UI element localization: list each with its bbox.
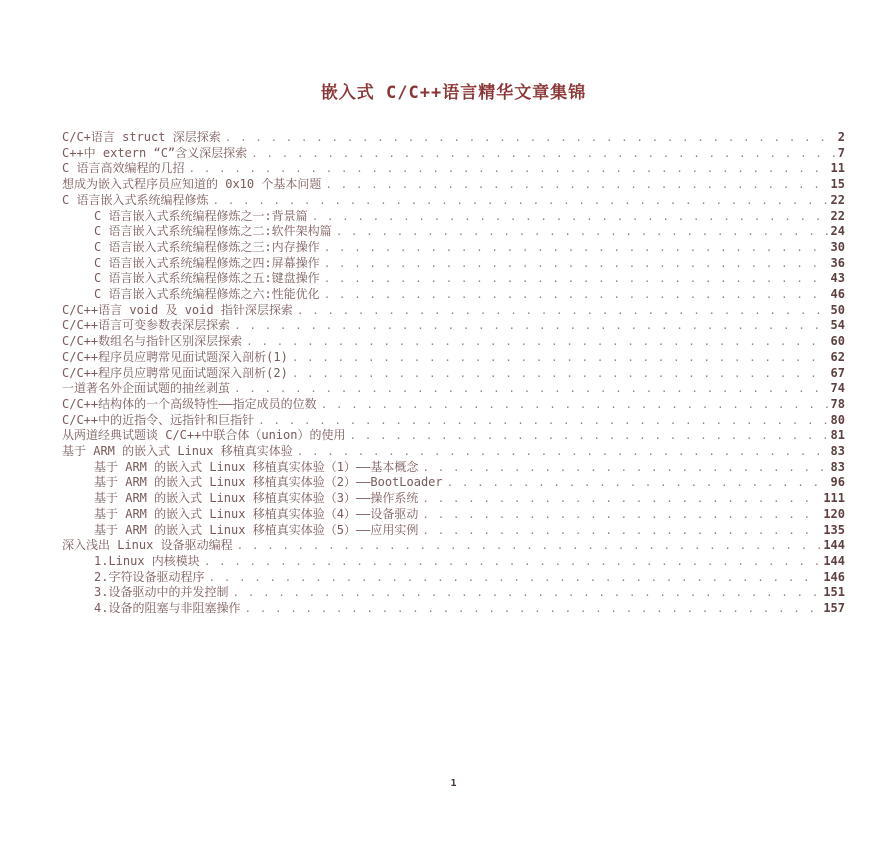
toc-entry-label: C 语言嵌入式系统编程修炼之六:性能优化	[94, 287, 320, 302]
toc-entry-label: C 语言高效编程的几招	[62, 161, 185, 176]
toc-page-number: 15	[830, 177, 845, 192]
toc-page-number: 30	[830, 239, 845, 254]
toc-entry-label: C/C++语言可变参数表深层探索	[62, 318, 231, 333]
toc-entry[interactable]	[62, 146, 845, 162]
dot-leader	[422, 460, 827, 476]
dot-leader	[237, 538, 821, 554]
dot-leader	[234, 381, 828, 397]
dot-leader	[312, 209, 828, 225]
toc-entry-label: C 语言嵌入式系统编程修炼之五:键盘操作	[94, 271, 320, 286]
toc-page-number: 83	[830, 459, 845, 474]
toc-entry-label: 基于 ARM 的嵌入式 Linux 移植真实体验	[62, 444, 293, 459]
toc-page-number: 24	[830, 224, 845, 239]
toc-entry[interactable]	[62, 224, 845, 240]
toc-entry[interactable]	[62, 570, 845, 586]
dot-leader	[204, 554, 821, 570]
dot-leader	[349, 428, 827, 444]
dot-leader	[297, 303, 828, 319]
toc-entry[interactable]	[62, 271, 845, 287]
toc-entry[interactable]	[62, 538, 845, 554]
toc-entry-label: 想成为嵌入式程序员应知道的 0x10 个基本问题	[62, 177, 322, 192]
dot-leader	[422, 507, 820, 523]
dot-leader	[324, 240, 828, 256]
toc-page-number: 81	[830, 428, 845, 443]
toc-page-number: 7	[837, 145, 845, 160]
toc-page-number: 60	[830, 334, 845, 349]
dot-leader	[324, 287, 828, 303]
toc-entry-label: 2.字符设备驱动程序	[94, 569, 205, 584]
toc-entry[interactable]	[62, 161, 845, 177]
toc-entry-label: 基于 ARM 的嵌入式 Linux 移植真实体验（5）——应用实例	[94, 522, 419, 537]
toc-page-number: 2	[837, 130, 845, 144]
dot-leader	[208, 570, 820, 586]
dot-leader	[258, 413, 827, 429]
toc-entry-label: 基于 ARM 的嵌入式 Linux 移植真实体验（3）——操作系统	[94, 491, 419, 506]
toc-page-number: 80	[830, 412, 845, 427]
toc-entry-label: 1.Linux 内核模块	[94, 553, 200, 568]
toc-entry[interactable]	[62, 507, 845, 523]
toc-entry-label: C/C++数组名与指针区别深层探索	[62, 334, 243, 349]
toc-entry-label: C 语言嵌入式系统编程修炼之四:屏幕操作	[94, 255, 320, 270]
dot-leader	[232, 585, 820, 601]
toc-page-number: 67	[830, 365, 845, 380]
dot-leader	[244, 601, 820, 617]
toc-entry-label: C 语言嵌入式系统编程修炼之一:背景篇	[94, 208, 308, 223]
toc-page-number: 78	[830, 396, 845, 411]
toc-page-number: 111	[823, 491, 845, 506]
toc-entry[interactable]	[62, 256, 845, 272]
toc-page-number: 120	[823, 506, 845, 521]
toc-entry[interactable]	[62, 491, 845, 507]
toc-entry[interactable]	[62, 381, 845, 397]
dot-leader	[325, 177, 827, 193]
dot-leader	[422, 523, 820, 539]
dot-leader	[297, 444, 828, 460]
toc-entry-label: C/C+语言 struct 深层探索	[62, 130, 221, 144]
toc-entry-label: C++中 extern “C”含义深层探索	[62, 145, 248, 160]
toc-page-number: 22	[830, 208, 845, 223]
toc-page-number: 11	[830, 161, 845, 176]
dot-leader	[251, 146, 835, 162]
page-title: 嵌入式 C/C++语言精华文章集锦	[320, 83, 587, 103]
toc-page-number: 36	[830, 255, 845, 270]
toc-entry[interactable]	[62, 350, 845, 366]
toc-entry[interactable]	[62, 554, 845, 570]
toc-entry[interactable]	[62, 303, 845, 319]
toc-page-number: 144	[823, 538, 845, 553]
toc-entry[interactable]	[62, 130, 845, 146]
toc-page-number: 83	[830, 444, 845, 459]
toc-entry[interactable]	[62, 240, 845, 256]
toc-entry-label: C 语言嵌入式系统编程修炼之三:内存操作	[94, 239, 320, 254]
toc-entry[interactable]	[62, 585, 845, 601]
toc-entry-label: 从两道经典试题谈 C/C++中联合体（union）的使用	[62, 428, 346, 443]
toc-entry[interactable]	[62, 193, 845, 209]
toc-page-number: 74	[830, 381, 845, 396]
toc-page-number: 144	[823, 553, 845, 568]
dot-leader	[234, 318, 827, 334]
dot-leader	[225, 130, 835, 146]
toc-page-number: 50	[830, 302, 845, 317]
toc-entry[interactable]	[62, 460, 845, 476]
toc-entry[interactable]	[62, 209, 845, 225]
toc-page-number: 43	[830, 271, 845, 286]
toc-page-number: 22	[830, 192, 845, 207]
toc-page-number: 157	[823, 601, 845, 616]
toc-entry[interactable]	[62, 318, 845, 334]
dot-leader	[324, 271, 828, 287]
toc-entry-label: 3.设备驱动中的并发控制	[94, 585, 229, 600]
toc-page-number: 151	[823, 585, 845, 600]
toc-entry-label: 基于 ARM 的嵌入式 Linux 移植真实体验（4）——设备驱动	[94, 506, 419, 521]
dot-leader	[336, 224, 828, 240]
toc-page-number: 54	[830, 318, 845, 333]
toc-entry-label: C 语言嵌入式系统编程修炼	[62, 192, 209, 207]
toc-entry[interactable]	[62, 397, 845, 413]
toc-entry-label: C/C++程序员应聘常见面试题深入剖析(2)	[62, 365, 288, 380]
toc-entry-label: C/C++语言 void 及 void 指针深层探索	[62, 302, 293, 317]
toc-entry-label: 一道著名外企面试题的抽丝剥茧	[62, 381, 231, 396]
toc-entry-label: 深入浅出 Linux 设备驱动编程	[62, 538, 233, 553]
toc-entry[interactable]	[62, 413, 845, 429]
toc-page-number: 46	[830, 287, 845, 302]
toc-page-number: 96	[830, 475, 845, 490]
dot-leader	[447, 475, 828, 491]
toc-entry[interactable]	[62, 444, 845, 460]
footer-page-number: 1	[450, 778, 457, 789]
dot-leader	[292, 366, 828, 382]
dot-leader	[321, 397, 828, 413]
dot-leader	[246, 334, 827, 350]
toc-entry[interactable]	[62, 177, 845, 193]
toc-entry-label: C/C++结构体的一个高级特性——指定成员的位数	[62, 396, 317, 411]
toc-entry[interactable]	[62, 523, 845, 539]
table-of-contents	[62, 130, 845, 617]
toc-page-number: 146	[823, 569, 845, 584]
toc-entry-label: 基于 ARM 的嵌入式 Linux 移植真实体验（1）——基本概念	[94, 459, 419, 474]
dot-leader	[422, 491, 820, 507]
toc-entry[interactable]	[62, 334, 845, 350]
toc-entry[interactable]	[62, 287, 845, 303]
toc-entry[interactable]	[62, 475, 845, 491]
dot-leader	[292, 350, 828, 366]
toc-entry[interactable]	[62, 366, 845, 382]
toc-entry-label: C/C++中的近指令、远指针和巨指针	[62, 412, 255, 427]
toc-entry-label: C 语言嵌入式系统编程修炼之二:软件架构篇	[94, 224, 332, 239]
toc-entry-label: 基于 ARM 的嵌入式 Linux 移植真实体验（2）——BootLoader	[94, 475, 443, 490]
toc-entry[interactable]	[62, 601, 845, 617]
dot-leader	[324, 256, 828, 272]
dot-leader	[188, 161, 827, 177]
toc-entry[interactable]	[62, 428, 845, 444]
toc-entry-label: C/C++程序员应聘常见面试题深入剖析(1)	[62, 349, 288, 364]
toc-entry-label: 4.设备的阻塞与非阻塞操作	[94, 601, 241, 616]
toc-page-number: 135	[823, 522, 845, 537]
toc-page-number: 62	[830, 349, 845, 364]
dot-leader	[212, 193, 827, 209]
